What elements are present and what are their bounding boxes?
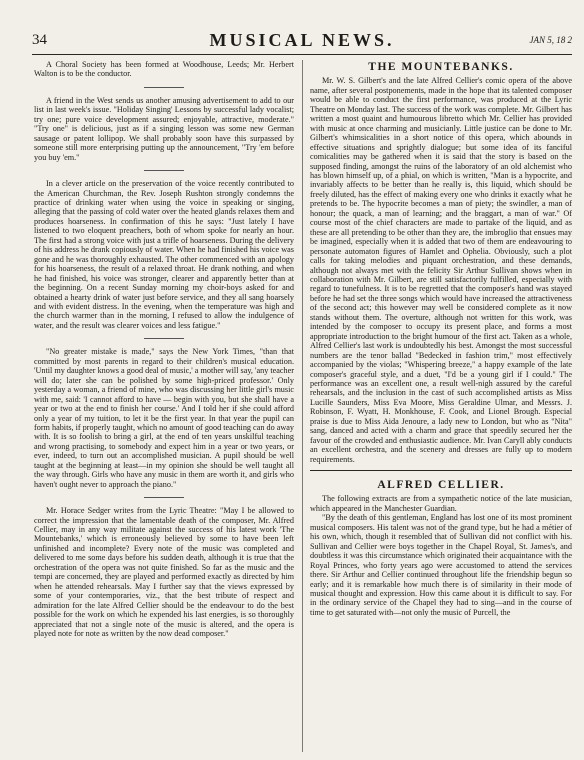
paragraph-sedger-letter: Mr. Horace Sedger writes from the Lyric Theatre: "May I be allowed to correct the impression that the lamentable death of the composer, Mr. Alfred Cellier, may in any way militate against the success of his latest work 'The Mountebanks,' which is erroneously believed by some to have been left unfinished and incomplete? Every note of the music was completed and delivered to me some days before his sudden death, although it is true that the orchestration of the opera was not quite finished. So far as the music and the tempi are concerned, they are played and performed exactly as directed by him when he attended rehearsals. May I further say that the views expressed by some of your contemporaries, viz., that the best tribute of respect and admiration for the late Alfred Cellier should be the endeavour to do the best possible for the work on which he expended his last energies, is so thoroughly appreciated that not a single note of the music is altered, and the opera is played note for note as written by the now dead composer." <box>34 506 294 639</box>
page-number: 34 <box>32 32 47 48</box>
separator <box>144 170 184 171</box>
paragraph-mountebanks-review: Mr. W. S. Gilbert's and the late Alfred Cellier's comic opera of the above name, after several postponements, made in the hope that its talented composer would be able to conduct the first performance, was produced at the Lyric Theatre on Monday last. The success of the work was complete. Mr. Gilbert has written a most quaint and humourous libretto which Mr. Cellier has provided with music at once charming and musicianly. Little justice can be done to Mr. Gilbert's whimsicalities in a short notice of this opera, which abounds in effective situations and sprightly dialogue; but some idea of its fanciful comicalities may be gathered when it is said that the story is based on the supposed finding, amongst the ruins of the laboratory of an old alchemist who has blown himself up, of a phial, on which is written, "Man is a hypocrite, and invariably affects to be better than he really is, this liquid, which should be freely diluted, has the effect of making every one who drinks it exactly what he pretends to be. The hypocrite becomes a man of piety; the swindler, a man of honour; the quack, a man of learning; and the braggart, a man of war." Of course most of the chief characters are made to partake of the liquid, and as these are all pretending to be other than they are, the imbroglio that ensues may be imagined, especially when it is added that two of them are endeavouring to personate automaton figures of Hamlet and Ophelia. Obviously, such a plot calls for taking melodies and piquant orchestration, and these demands, although not always met with the felicity Sir Arthur Sullivan shows when in collaboration with Mr. Gilbert, are still satisfactorily fulfilled, especially with regard to tunefulness. It is to be regretted that the composer's hand was stayed before he had set the three songs which would have increased the attractiveness of the second act; this however may well be considered complete as it now stands without them. The overture, although not written for this work, was intended by the composer to occupy its present place, and forms a most appropriate introduction to the bright humour of the first act. Taken as a whole, Alfred Cellier's last work is undoubtedly his best. Amongst the most successful numbers are the tenor ballad "Bedecked in fashion trim," most effectively accompanied by the violas; "Whispering breeze," a happy example of the late composer's graceful style, and a duet, "I'd be a young girl if I could." The performance was an excellent one, a result well-nigh assured by the careful rehearsals, and the inclusion in the cast of such accomplished artists as Miss Lucille Saunders, Miss Eva Moore, Miss Geraldine Ulmar, and Messrs. J. Robinson, F. Wyatt, H. Monkhouse, F. Cook, and Lionel Brough. Especial praise is due to Miss Aida Jenoure, a lady new to London, but who as "Nita" sang, danced and acted with a charm and grace that speedily secured her the favour of the crowded and enthusiastic audience. Mr. Ivan Caryll ably conducts an excellent orchestra, and the scenery and dresses are fully up to modern requirements. <box>310 76 572 464</box>
issue-date: JAN 5, 18 2 <box>529 35 572 45</box>
column-divider <box>302 60 303 752</box>
page-header <box>32 30 572 52</box>
right-column <box>310 60 572 617</box>
heading-alfred-cellier: ALFRED CELLIER. <box>377 479 505 492</box>
paragraph-choral-society: A Choral Society has been formed at Woodhouse, Leeds; Mr. Herbert Walton is to be the conductor. <box>34 60 294 79</box>
journal-title: MUSICAL NEWS. <box>209 30 395 50</box>
paragraph-singing-lessons: A friend in the West sends us another amusing advertisement to add to our list in last week's issue. "Holiday Singing' Lessons by successful lady vocalist; try one; pure voice development assured; enjoyable, attractive, moderate." "Try one" is delicious, just as if a singing lesson was some new German sausage or patent lollipop. We shall probably soon have this surpassed by someone still more enterprising putting up the announcement, "Try 'em before you buy 'em." <box>34 95 294 162</box>
heading-mountebanks: THE MOUNTEBANKS. <box>368 61 514 73</box>
separator <box>144 497 184 498</box>
separator <box>144 338 184 339</box>
paragraph-voice-preservation: In a clever article on the preservation of the voice recently contributed to the American Churchman, the Rev. Joseph Rushton strongly condemns the practice of drinking water when using the voice in speaking or singing, alleging that the passing of cold water over the heated glands relaxes them and produces hoarseness. In confirmation of this he says: "Just lately I have listened to two eloquent preachers, both of whom spoke for nearly an hour. The first had a strong voice with just a trifle of hoarseness. During the delivery of his address he drank copiously of water. When he had finished his voice was gone and he was thoroughly exhausted. The other commenced with an apology for his hoarseness, the result of a relaxed throat. He drank nothing, and when he had finished, his voice was stronger, clearer and apparently better than at the beginning. On a recent Sunday morning my choir-boys asked for and obtained a hearty drink of water just before service, and they all sang hoarsely and with evident distress. In the evening, when the temperature was high and the church warmer than in the morning, I refused to allow the indulgence of water, and the result was clearer voices and less fatigue." <box>34 179 294 330</box>
left-column <box>34 60 294 638</box>
section-rule <box>310 470 572 471</box>
separator <box>144 87 184 88</box>
paragraph-cellier-extract: "By the death of this gentleman, England has lost one of its most prominent musical composers. His talent was not of the grand type, but he had a métier of his own, which, though it resembled that of Sullivan did not conflict with his. Sullivan and Cellier were boys together in the Chapel Royal, St. James's, and doubtless it was this circumstance which originated their acquaintance with the Royal Princes, who forty years ago were accustomed to attend the services there. Sir Arthur and Cellier continued throughout life the friendship begun so early; and it is remarkable how much there is of similarity in their mode of musical thought and expression. How this came about it is difficult to say. For in the ordinary service of the Chapel they had to sing—and in the course of time to get saturated with—not only the music of Purcell, the <box>310 513 572 617</box>
paragraph-musical-education: "No greater mistake is made," says the New York Times, "than that committed by most parents in regard to their children's musical education. 'Until my daughter knows a good deal of music,' a mother will say, 'any teacher will do; later she can be polished by some high-priced professor.' Only yesterday a woman, a friend of mine, who was discussing her little girl's music with me, said: 'I cannot afford to have — begin with you, but she shall have a year or two at the end to finish her course.' And I told her if she could afford only a year of my tuition, to let it be the first year. In that year the pupil can form habits, if properly taught, which no amount of good teaching can do away with. It is so foolish to bring a girl, at the end of ten years unskilful teaching and wrong practising, to somebody and expect him in a year or two years, or ever, indeed, to turn out an accomplished musician. A pupil should be well taught at the beginning at least—in my opinion she should be well taught all the way through. Girls who have any music in them are worth it, and girls who haven't ought never to approach the piano." <box>34 347 294 489</box>
paragraph-cellier-intro: The following extracts are from a sympathetic notice of the late musician, which appeared in the Manchester Guardian. <box>310 494 572 513</box>
header-rule <box>32 54 572 55</box>
